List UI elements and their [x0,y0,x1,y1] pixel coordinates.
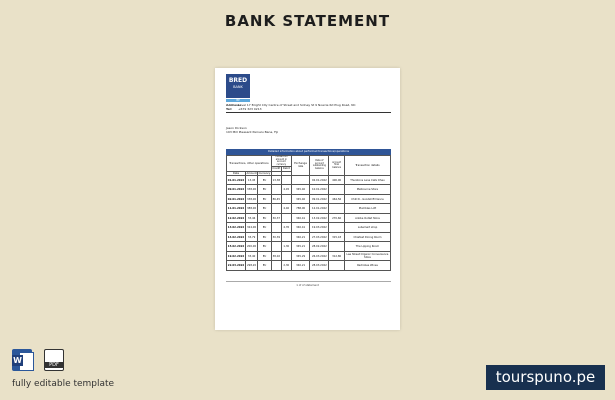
table-cell: Melbourne Store [344,185,390,195]
table-cell: 270,60 [329,213,345,223]
header-exchange-rate: Exchange rate [291,156,310,176]
table-cell: 19.02.2022 [227,251,246,261]
table-cell [281,232,291,242]
address-label: Address: [226,103,241,107]
table-cell: 30,39 [271,232,281,242]
table-cell: 33,40 [245,251,257,261]
table-cell: 298,20 [245,261,257,271]
table-cell: 26.03.2022 [310,251,329,261]
logo-bar: BP [226,99,250,102]
table-cell: 11.01.2022 [227,204,246,214]
table-cell: 02.01.2022 [310,175,329,185]
table-cell [329,204,345,214]
table-cell [271,204,281,214]
table-cell: 1,30 [281,242,291,252]
table-cell: 400,00 [329,175,345,185]
table-cell: 340,21 [291,261,310,271]
table-cell: 340,21 [291,232,310,242]
table-cell: 345,21 [291,242,310,252]
header-currency: Currency [258,171,271,175]
table-cell: 38,02 [271,251,281,261]
table-cell: EU [258,223,272,233]
table-cell: 13.02.2022 [310,213,329,223]
table-cell: EU [258,213,272,223]
table-row [227,204,391,214]
table-cell: 12.02.2022 [227,213,246,223]
table-cell: Chill N - Goodshift Dance [344,194,390,204]
table-cell [281,213,291,223]
table-cell: 315,43 [329,232,345,242]
table-cell: 13.02.2022 [227,223,246,233]
table-cell: EU [258,242,272,252]
pdf-label: PDF [45,362,63,368]
table-cell: 345,40 [291,185,310,195]
table-cell: 464,56 [329,194,345,204]
table-row [227,251,391,261]
table-cell: Thurstons Lane Cafe Ohau [344,175,390,185]
table-row [227,213,391,223]
table-cell: 27.03.2022 [310,232,329,242]
table-cell: Lee Street Organic Convenience Store [344,251,390,261]
table-cell: EU [258,232,272,242]
brand-badge: tourspuno.pe [486,365,605,390]
address-value: Level 17 Bright City Centre of Street and Sidney St 9 Nowrie Rd Plug Road, NC [238,103,356,107]
table-row [227,261,391,271]
client-address: 193 Mill Pleasant Parnelu Bana, Fiji [226,130,279,134]
table-cell: 33,79 [245,232,257,242]
table-cell: 388,00 [245,204,257,214]
table-cell: 345,40 [291,194,310,204]
header-transaction-details: Transaction details [344,156,390,176]
header-date: Date [227,171,246,175]
table-cell: EU [258,251,272,261]
table-cell: Redrobes Wines [344,261,390,271]
table-cell: EU [258,204,272,214]
table-cell: 312,80 [329,251,345,261]
word-icon [12,349,32,371]
table-cell [281,175,291,185]
table-cell: 340,41 [291,223,310,233]
header-transaction-amount: Transaction amount in account currency [271,156,291,167]
table-cell [271,185,281,195]
transactions-table [226,155,391,271]
table-cell: 2,30 [281,261,291,271]
page-footer: 1 of of statement [296,284,319,287]
table-cell [271,223,281,233]
table-cell: 30,37 [271,213,281,223]
table-cell: 22.03.2022 [227,261,246,271]
table-cell: 09.01.2022 [310,194,329,204]
table-cell [281,194,291,204]
header-date-account: Date of account outstanding balance [310,156,329,176]
table-cell [271,261,281,271]
table-cell: The Lipping Room [344,242,390,252]
header-transactions: Transactions, other operations [227,156,272,172]
table-cell: 338,00 [245,194,257,204]
table-cell: 09.01.2022 [227,185,246,195]
table-row [227,232,391,242]
editable-template-label: fully editable template [12,379,115,389]
table-cell: 14.02.2022 [227,232,246,242]
table-cell: Chiefest Dining Room [344,232,390,242]
table-cell [281,251,291,261]
table-cell [329,185,345,195]
table-row [227,194,391,204]
table-cell: 01.01.2022 [227,175,246,185]
table-cell [329,242,345,252]
table-row [227,223,391,233]
table-row [227,185,391,195]
table-cell: EU [258,194,272,204]
bank-logo [226,74,250,98]
table-cell: Mumbles Loft [344,204,390,214]
pdf-icon [44,349,64,371]
table-cell: 338,00 [245,185,257,195]
table-cell: 4,40 [281,204,291,214]
table-cell: 340,41 [291,213,310,223]
logo-text-secondary: BANK [233,85,243,89]
table-cell: 12.01.2022 [310,204,329,214]
header-divider [226,112,391,113]
table-cell [329,223,345,233]
table-cell: EU [258,175,272,185]
table-cell: 15.02.2022 [227,242,246,252]
table-cell: Adobe Outlet Store [344,213,390,223]
footer-divider [226,281,391,282]
table-cell: 02.01.2022 [227,194,246,204]
table-cell: 13,45 [245,175,257,185]
statement-document [215,68,400,330]
table-cell: 788,00 [291,204,310,214]
table-row [227,242,391,252]
header-account-balance: Account final balance [329,156,345,176]
word-badge: W [13,356,22,365]
table-cell [291,175,310,185]
table-cell [329,261,345,271]
table-cell: EU [258,185,272,195]
table-cell: 200,00 [245,242,257,252]
table-row [227,175,391,185]
table-cell: 13,38 [271,175,281,185]
table-cell [271,242,281,252]
table-cell: 10.01.2022 [310,185,329,195]
table-cell: EU [258,261,272,271]
table-cell: 28.02.2022 [310,242,329,252]
table-cell: Lubemart shop [344,223,390,233]
header-amount: Amount [246,171,257,175]
table-cell: 4,35 [281,223,291,233]
tel-label: Tel: [226,107,232,111]
table-cell: 324,00 [245,223,257,233]
table-cell: 28.03.2022 [310,261,329,271]
table-cell: 19.03.2022 [310,223,329,233]
page-title: BANK STATEMENT [224,12,391,30]
table-cell: 86,45 [271,194,281,204]
logo-text-primary: BRED [228,77,248,84]
client-name: Jason Dickson [226,126,247,130]
tel-row [226,107,262,111]
table-cell: 33,46 [245,213,257,223]
transactions-section-header: Detailed information about performed transactions/operations [226,149,391,155]
tel-value: +679 323 0213 [238,107,262,111]
header-credit: Credit [272,167,281,171]
table-cell: 345,29 [291,251,310,261]
table-cell: 4,45 [281,185,291,195]
header-debit: Debit [282,167,290,171]
